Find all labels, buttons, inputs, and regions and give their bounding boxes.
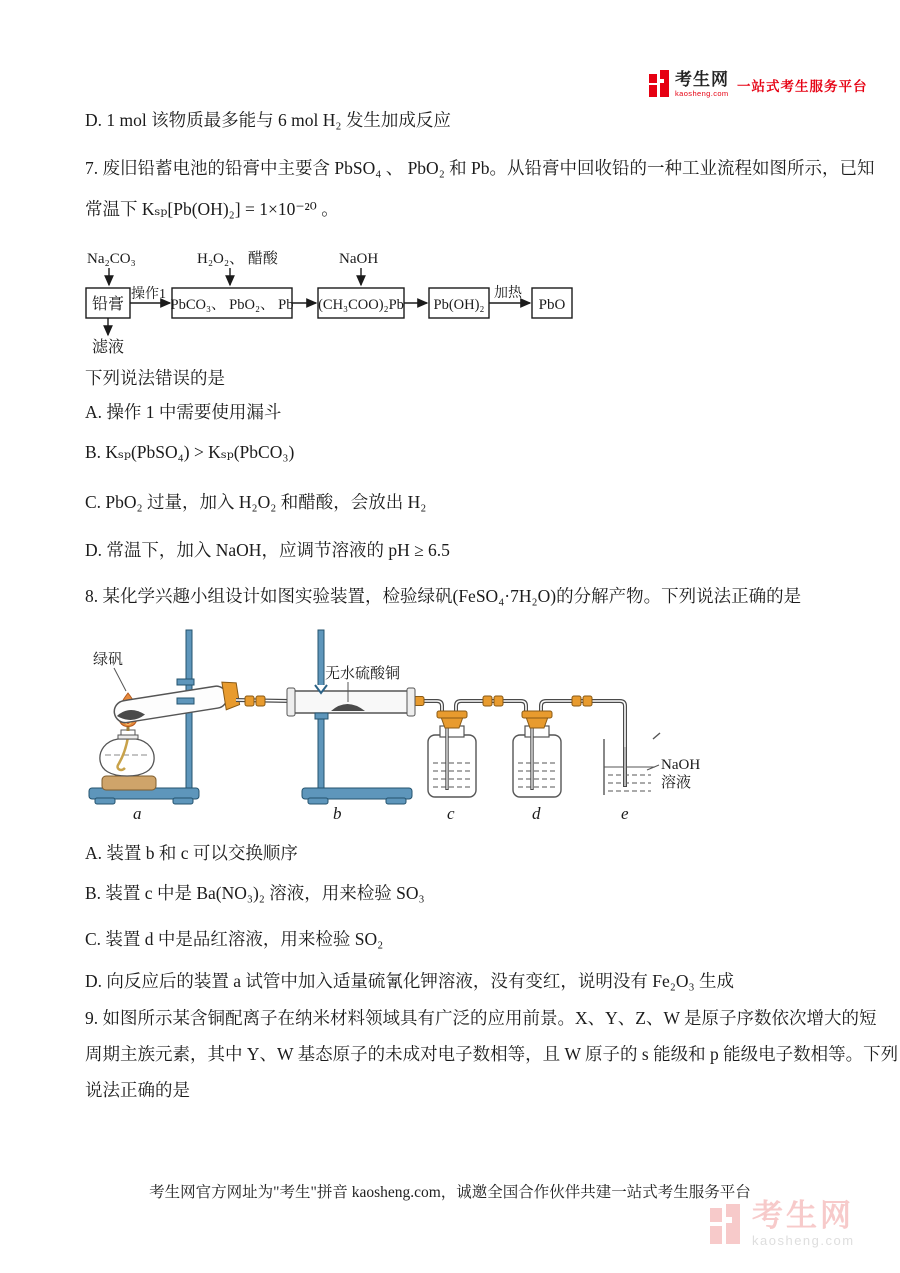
brand-name: 考生网 — [675, 70, 729, 90]
gas-bottle-d — [513, 711, 561, 797]
q8-option-d: D. 向反应后的装置 a 试管中加入适量硫氰化钾溶液，没有变红，说明没有 Fe₂O₃ 生成 — [85, 971, 734, 991]
flow-heat-label: 加热 — [494, 286, 522, 301]
brand-tagline: 一站式考生服务平台 — [737, 78, 868, 94]
q7-option-d: D. 常温下，加入 NaOH，应调节溶液的 pH ≥ 6.5 — [85, 540, 450, 560]
label-naoh-line1: NaOH — [661, 757, 701, 773]
q8-option-a: A. 装置 b 和 c 可以交换顺序 — [85, 843, 298, 863]
q9-stem-line1: 9. 如图所示某含铜配离子在纳米材料领域具有广泛的应用前景。X、Y、Z、W 是原子序数依次增大的短 — [85, 1008, 877, 1028]
brand-domain: kaosheng.com — [675, 89, 729, 99]
gas-bottle-c — [428, 711, 476, 797]
flow-reagent-h2o2: H₂O₂、 醋酸 — [197, 251, 278, 267]
test-tube-a — [112, 680, 240, 727]
flow-box-acetate-label: (CH₃COO)₂Pb — [318, 297, 404, 313]
site-logo — [649, 70, 868, 99]
q8-option-b: B. 装置 c 中是 Ba(NO₃)₂ 溶液，用来检验 SO₃ — [85, 883, 425, 903]
q7-stem-line2: 常温下 Kₛₚ[Pb(OH)₂] = 1×10⁻²⁰ 。 — [85, 199, 339, 219]
beaker-e — [604, 733, 660, 795]
device-label-d: d — [532, 804, 541, 823]
flow-filtrate-label: 滤液 — [92, 339, 125, 356]
watermark-brand-domain: kaosheng.com — [752, 1233, 855, 1248]
q9-stem-line3: 说法正确的是 — [85, 1080, 190, 1100]
device-label-b: b — [333, 804, 342, 823]
kaosheng-logo-icon — [649, 70, 670, 99]
alcohol-lamp — [100, 723, 156, 790]
hard-glass-tube-b — [287, 685, 415, 719]
watermark-logo-icon — [710, 1204, 740, 1250]
q7-option-a: A. 操作 1 中需要使用漏斗 — [85, 402, 282, 422]
flow-box-oxide-label: PbO — [538, 297, 566, 313]
q7-prompt: 下列说法错误的是 — [85, 368, 225, 388]
q7-option-b: B. Kₛₚ(PbSO₄) > Kₛₚ(PbCO₃) — [85, 442, 295, 462]
q7-process-flowchart — [85, 247, 585, 362]
flow-box-lead-paste-label: 铅膏 — [91, 296, 125, 313]
flow-reagent-naoh: NaOH — [339, 251, 379, 267]
label-green-vitriol: 绿矾 — [93, 652, 124, 668]
q6-option-d: D. 1 mol 该物质最多能与 6 mol H₂ 发生加成反应 — [85, 110, 451, 130]
watermark-brand-name: 考生网 — [752, 1198, 854, 1233]
label-green-vitriol-pointer — [114, 668, 126, 691]
q8-option-c: C. 装置 d 中是品红溶液，用来检验 SO₂ — [85, 929, 384, 949]
watermark-logo — [710, 1200, 855, 1250]
flow-step1-label: 操作1 — [131, 287, 166, 302]
device-label-c: c — [447, 804, 455, 823]
flow-box-mixture-label: PbCO₃、 PbO₂、 Pb — [170, 297, 294, 313]
clamp-a — [177, 679, 194, 685]
q7-option-c: C. PbO₂ 过量，加入 H₂O₂ 和醋酸，会放出 H₂ — [85, 492, 427, 512]
q9-stem-line2: 周期主族元素，其中 Y、W 基态原子的未成对电子数相等，且 W 原子的 s 能级和 p 能级电子数相等。下列 — [85, 1044, 899, 1064]
device-label-e: e — [621, 804, 629, 823]
q8-apparatus-diagram — [85, 627, 715, 832]
q7-stem-line1: 7. 废旧铅蓄电池的铅膏中主要含 PbSO₄ 、 PbO₂ 和 Pb。从铅膏中回收铅的一种工业流程如图所示，已知 — [85, 158, 875, 178]
flow-box-hydroxide-label: Pb(OH)₂ — [433, 297, 485, 313]
label-naoh-line2: 溶液 — [661, 775, 692, 791]
footer-text: 考生网官方网址为"考生"拼音 kaosheng.com，诚邀全国合作伙伴共建一站式考生服务平台 — [149, 1184, 751, 1201]
flow-reagent-na2co3: Na₂CO₃ — [87, 251, 136, 267]
device-label-a: a — [133, 804, 142, 823]
label-cuso4: 无水硫酸铜 — [325, 666, 401, 682]
q8-stem: 8. 某化学兴趣小组设计如图实验装置，检验绿矾(FeSO₄·7H₂O)的分解产物。下列说法正确的是 — [85, 586, 802, 606]
